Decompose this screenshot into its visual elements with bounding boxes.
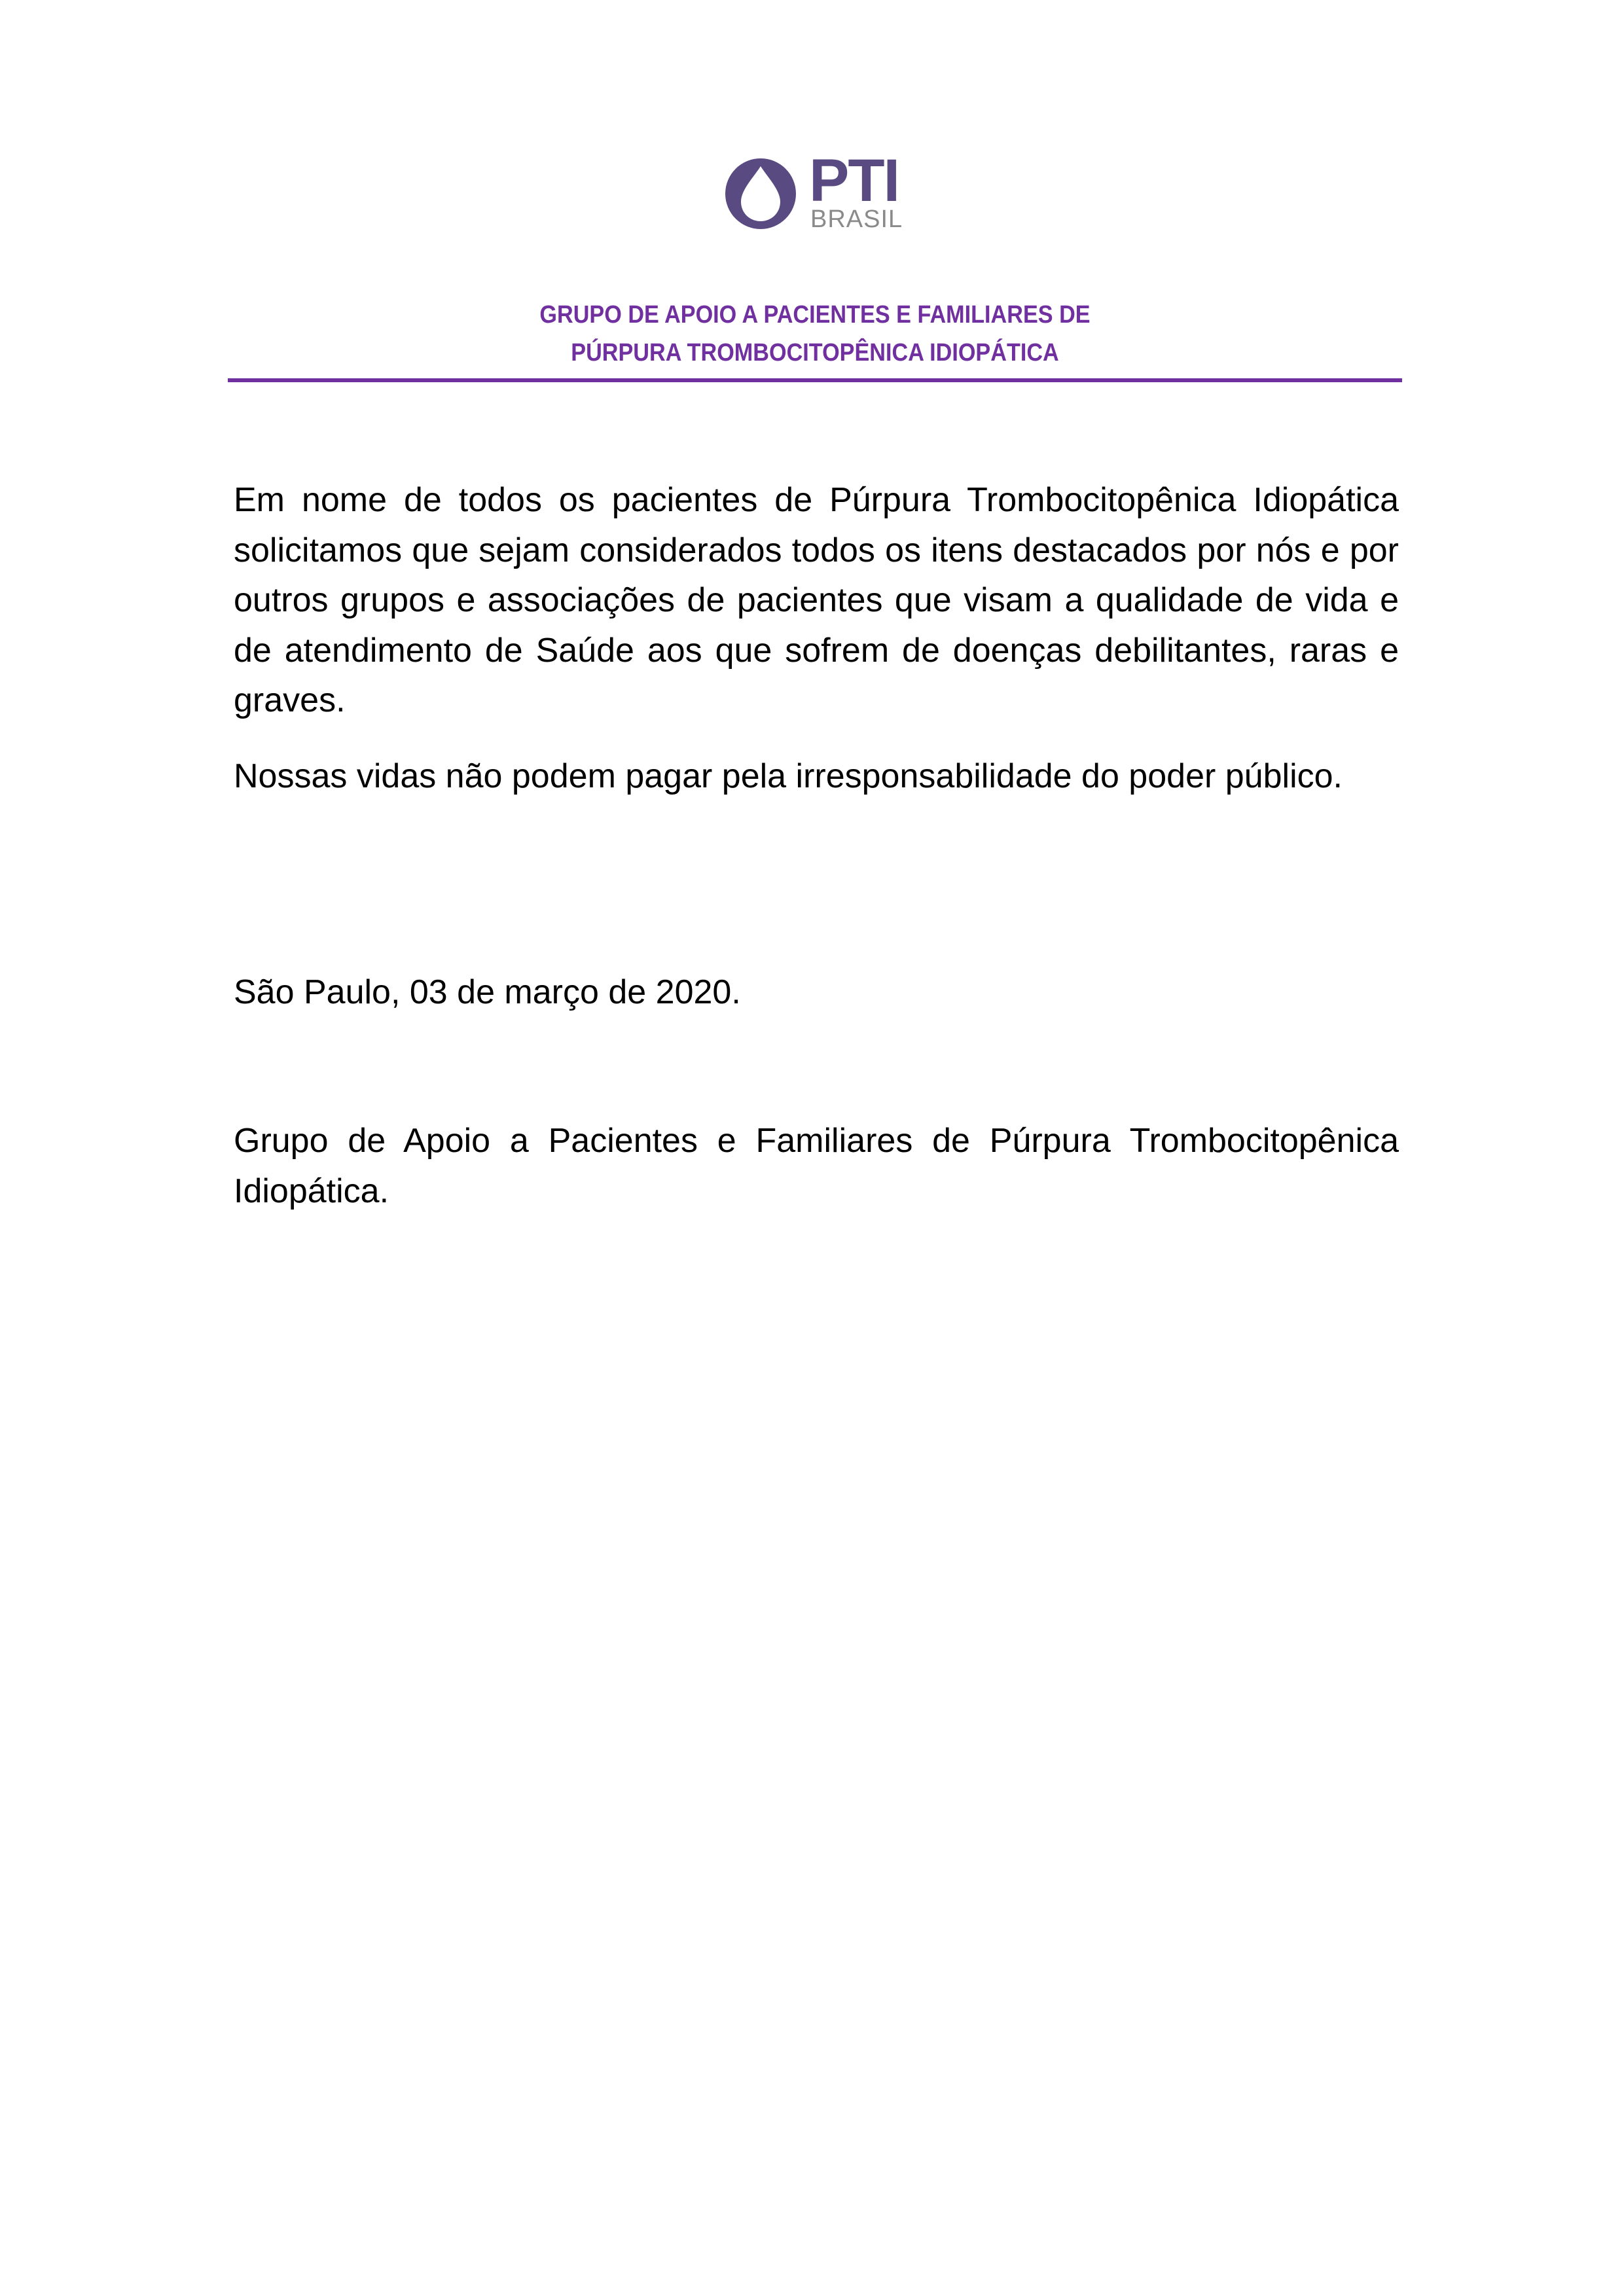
paragraph-line: Em nome de todos os pacientes de Púrpura Trombocitopênica Idiopática <box>234 481 1399 519</box>
paragraph-line: solicitamos que sejam considerados todos os itens destacados por nós e por <box>234 531 1399 569</box>
logo-secondary-text: BRASIL <box>810 206 903 233</box>
logo-primary-text: PTI <box>809 147 899 214</box>
signature-line: Idiopática. <box>234 1172 389 1210</box>
signature-block <box>234 1116 1399 1216</box>
date-line <box>234 967 1399 1018</box>
paragraph-line: de atendimento de Saúde aos que sofrem de doenças debilitantes, raras e <box>234 631 1399 670</box>
organization-title <box>288 296 1343 372</box>
statement-paragraph <box>234 751 1399 802</box>
organization-title-line-1: GRUPO DE APOIO A PACIENTES E FAMILIARES DE <box>539 301 1091 329</box>
organization-title-line-2: PÚRPURA TROMBOCITOPÊNICA IDIOPÁTICA <box>571 339 1059 367</box>
paragraph-line: Nossas vidas não podem pagar pela irresponsabilidade do poder público. <box>234 757 1343 795</box>
date-text: São Paulo, 03 de março de 2020. <box>234 973 741 1011</box>
signature-line: Grupo de Apoio a Pacientes e Familiares de Púrpura Trombocitopênica <box>234 1122 1399 1160</box>
paragraph-line: outros grupos e associações de pacientes que visam a qualidade de vida e <box>234 581 1399 619</box>
drop-in-circle-icon <box>725 158 796 229</box>
header-divider <box>228 378 1402 382</box>
pti-brasil-logo <box>725 147 909 234</box>
intro-paragraph <box>234 475 1399 726</box>
paragraph-line: graves. <box>234 681 346 719</box>
